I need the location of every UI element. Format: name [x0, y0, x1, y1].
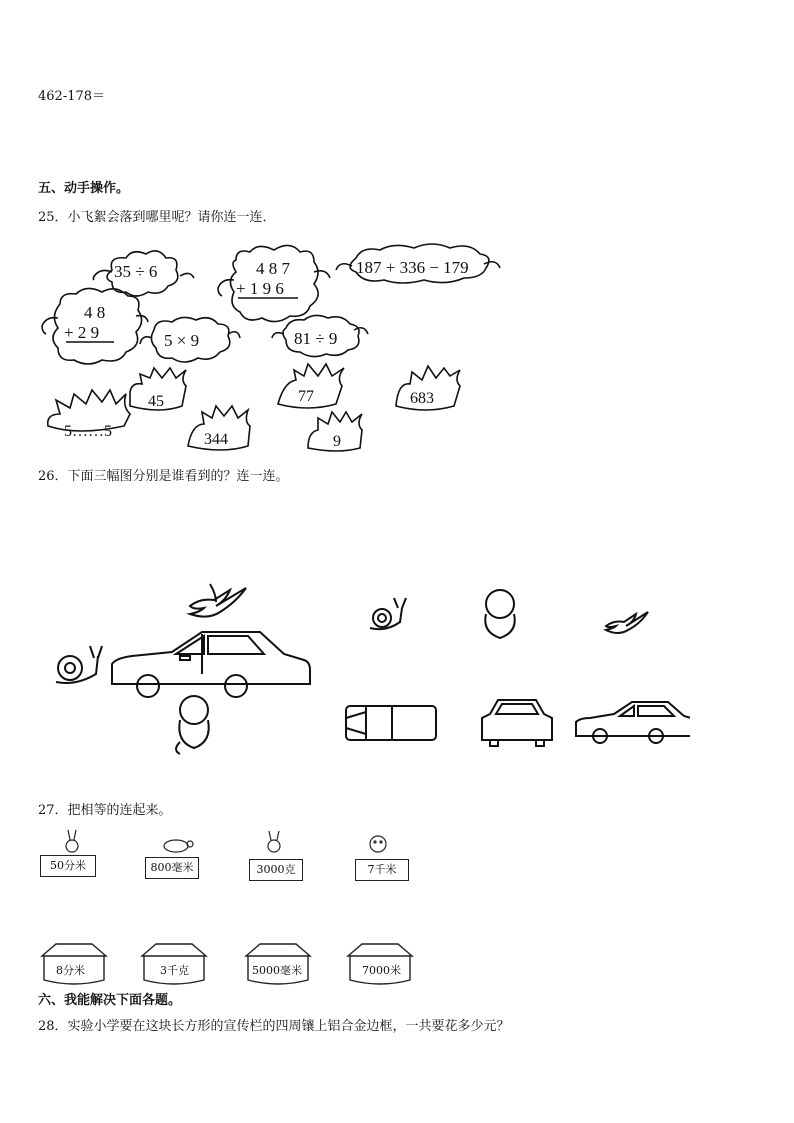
bunny-icon [268, 831, 280, 852]
card-7-kilometer[interactable]: 7千米 [355, 859, 409, 881]
house-label-3-kilogram[interactable]: 3千克 [160, 964, 189, 977]
cloud-text-plus-29: + 2 9 [64, 323, 100, 342]
rabbit-icon [66, 830, 78, 852]
cloud-text-48: 4 8 [84, 303, 106, 322]
question-28-text: 28．实验小学要在这块长方形的宣传栏的四周镶上铝合金边框，一共要花多少元？ [38, 1019, 510, 1034]
cloud-text-5-times-9: 5 × 9 [164, 331, 200, 350]
calc-expression: 462-178＝ [38, 89, 106, 104]
card-800-millimeter[interactable]: 800毫米 [145, 857, 199, 879]
cloud-text-81-div-9: 81 ÷ 9 [294, 329, 338, 348]
car-side-small-icon [576, 702, 690, 743]
snail-small-icon [370, 598, 406, 629]
card-50-decimeter[interactable]: 50分米 [40, 855, 96, 877]
question-25-text: 25．小飞絮会落到哪里呢？请你连一连． [38, 210, 276, 225]
grass-text-45: 45 [148, 393, 164, 410]
house-label-8-decimeter[interactable]: 8分米 [56, 964, 85, 977]
question-27-text: 27．把相等的连起来。 [38, 803, 172, 818]
cloud-text-35-div-6: 35 ÷ 6 [114, 262, 158, 281]
car-top-view-icon [346, 706, 436, 740]
house-label-5000-millimeter[interactable]: 5000毫米 [252, 964, 302, 977]
cloud-text-487: 4 8 7 [256, 259, 290, 278]
grass-text-5-rem-5: 5……5 [64, 423, 112, 440]
house-label-7000-meter[interactable]: 7000米 [362, 964, 401, 977]
car-front-view-icon [482, 700, 552, 746]
grass-text-9: 9 [333, 433, 341, 450]
grass-text-683: 683 [410, 390, 434, 407]
cloud-text-plus-196: + 1 9 6 [236, 279, 284, 298]
section-six-title: 六、我能解决下面各题。 [38, 993, 182, 1008]
section-five-title: 五、动手操作。 [38, 181, 130, 196]
viewpoint-matching-figure [50, 570, 690, 760]
question-26-text: 26．下面三幅图分别是谁看到的？连一连。 [38, 469, 289, 484]
swallow-small-icon [606, 612, 648, 633]
snail-icon [56, 646, 102, 683]
animal-icons-row [58, 828, 418, 854]
dog-icon [370, 836, 386, 852]
grass-text-344: 344 [204, 431, 228, 448]
grass-text-77: 77 [298, 388, 314, 405]
swallow-icon [190, 584, 246, 617]
monkey-small-icon [485, 590, 514, 638]
monkey-back-icon [176, 696, 209, 754]
cloud-text-long-expression: 187 + 336 − 179 [356, 258, 469, 277]
dandelion-matching-figure [30, 238, 510, 453]
car-side-icon [112, 632, 310, 697]
turtle-icon [164, 840, 193, 852]
card-3000-gram[interactable]: 3000克 [249, 859, 303, 881]
